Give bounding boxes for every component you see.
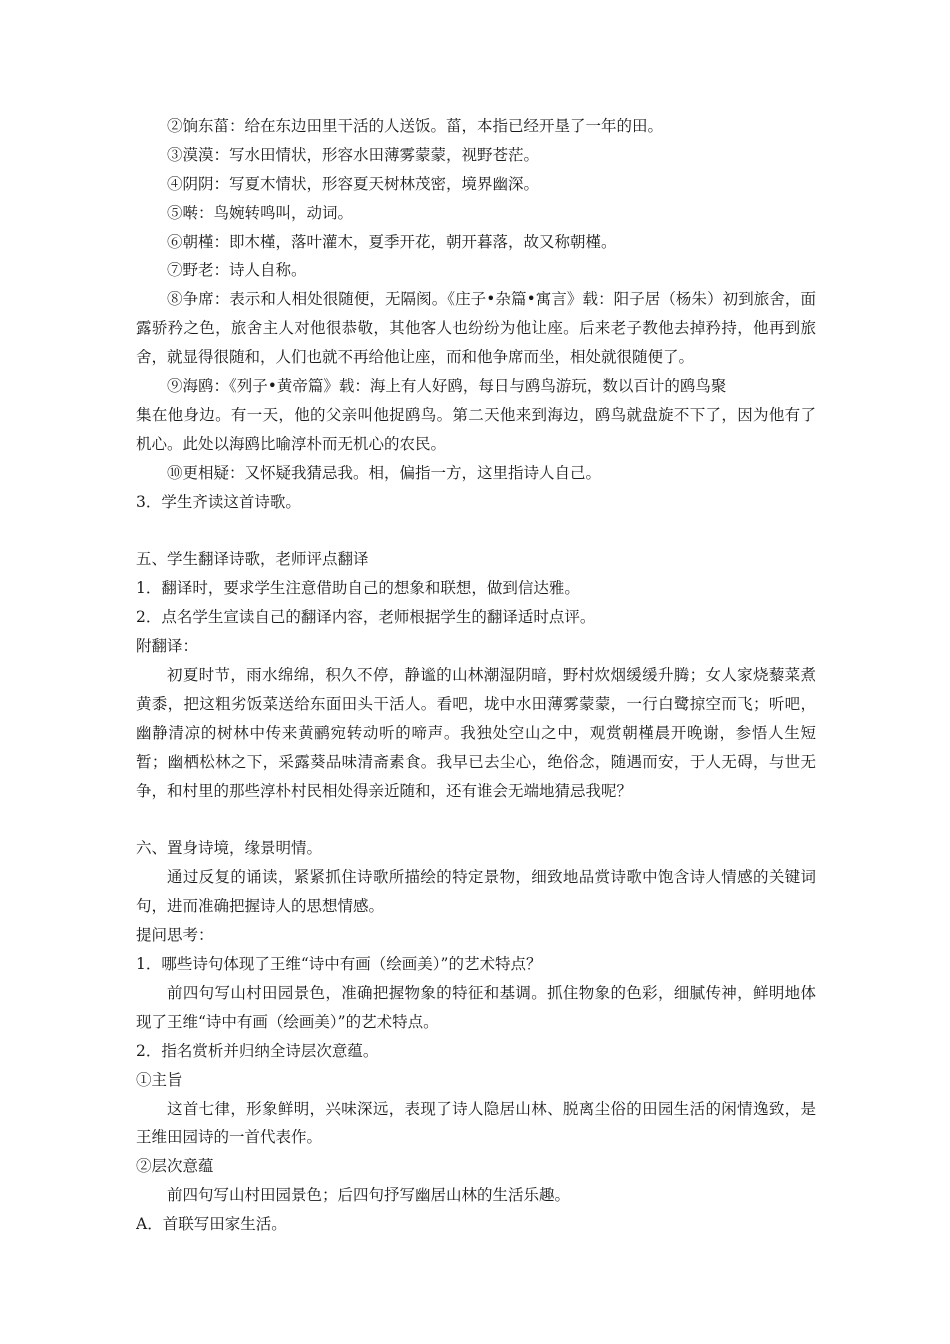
- item-a: A．首联写田家生活。: [136, 1215, 287, 1234]
- step-3: 3．学生齐读这首诗歌。: [136, 492, 301, 511]
- annotation-10: ⑩更相疑：又怀疑我猜忌我。相，偏指一方，这里指诗人自己。: [167, 463, 602, 482]
- section-5-item-2: 2．点名学生宣读自己的翻译内容，老师根据学生的翻译适时点评。: [136, 608, 596, 627]
- annotation-7: ⑦野老：诗人自称。: [167, 261, 307, 280]
- spacer: [136, 517, 816, 546]
- section-5-item-1: 1．翻译时，要求学生注意借助自己的想象和联想，做到信达雅。: [136, 579, 580, 598]
- section-6-heading: 六、置身诗境，缘景明情。: [136, 839, 323, 858]
- annotation-3: ③漠漠：写水田情状，形容水田薄雾蒙蒙，视野苍茫。: [167, 145, 540, 164]
- answer-1: 前四句写山村田园景色，准确把握物象的特征和基调。抓住物象的色彩，细腻传神，鲜明地体现了王维“诗中有画（绘画美）”的艺术特点。: [136, 983, 816, 1031]
- layers-text: 前四句写山村田园景色；后四句抒写幽居山林的生活乐趣。: [167, 1186, 571, 1205]
- subheading-layers: ②层次意蕴: [136, 1157, 214, 1176]
- spacer: [136, 806, 816, 835]
- annotation-9-line1: ⑨海鸥：《列子•黄帝篇》载：海上有人好鸥，每日与鸥鸟游玩，数以百计的鸥鸟聚: [167, 377, 727, 396]
- annotation-6: ⑥朝槿：即木槿，落叶灌木，夏季开花，朝开暮落，故又称朝槿。: [167, 232, 617, 251]
- theme-text: 这首七律，形象鲜明，兴味深远，表现了诗人隐居山林、脱离尘俗的田园生活的闲情逸致，是王维田园诗的一首代表作。: [136, 1099, 816, 1147]
- subheading-theme: ①主旨: [136, 1070, 183, 1089]
- annotation-9-rest: 集在他身边。有一天，他的父亲叫他捉鸥鸟。第二天他来到海边，鸥鸟就盘旋不下了，因为他有了机心。此处以海鸥比喻淳朴而无机心的农民。: [136, 405, 816, 453]
- section-5-heading: 五、学生翻译诗歌，老师评点翻译: [136, 550, 369, 569]
- document-page: [136, 112, 816, 1239]
- translation-text: 初夏时节，雨水绵绵，积久不停，静谧的山林潮湿阴暗，野村炊烟缓缓升腾；女人家烧藜菜煮黄黍，把这粗劣饭菜送给东面田头干活人。看吧，垅中水田薄雾蒙蒙，一行白鹭掠空而飞；听吧，幽静清凉的树林中传来黄鹂宛转动听的啼声。我独处空山之中，观赏朝槿晨开晚谢，参悟人生短暂；幽栖松林之下，采露葵品味清斋素食。我早已去尘心，绝俗念，随遇而安，于人无碍，与世无争，和村里的那些淳朴村民相处得亲近随和，还有谁会无端地猜忌我呢？: [136, 666, 816, 800]
- question-1: 1．哪些诗句体现了王维“诗中有画（绘画美）”的艺术特点？: [136, 955, 542, 974]
- question-2: 2．指名赏析并归纳全诗层次意蕴。: [136, 1041, 379, 1060]
- annotation-5: ⑤啭：鸟婉转鸣叫，动词。: [167, 203, 354, 222]
- translation-label: 附翻译：: [136, 637, 199, 656]
- annotation-2: ②饷东菑：给在东边田里干活的人送饭。菑，本指已经开垦了一年的田。: [167, 117, 664, 135]
- section-6-intro: 通过反复的诵读，紧紧抓住诗歌所描绘的特定景物，细致地品赏诗歌中饱含诗人情感的关键词句，进而准确把握诗人的思想情感。: [136, 868, 816, 916]
- question-label: 提问思考：: [136, 926, 214, 945]
- annotation-8: ⑧争席：表示和人相处很随便，无隔阂。《庄子•杂篇•寓言》载：阳子居（杨朱）初到旅舍，面露骄矜之色，旅舍主人对他很恭敬，其他客人也纷纷为他让座。后来老子教他去掉矜持，他再到旅舍，就显得很随和，人们也就不再给他让座，而和他争席而坐，相处就很随便了。: [136, 290, 816, 367]
- annotation-4: ④阴阴：写夏木情状，形容夏天树林茂密，境界幽深。: [167, 174, 540, 193]
